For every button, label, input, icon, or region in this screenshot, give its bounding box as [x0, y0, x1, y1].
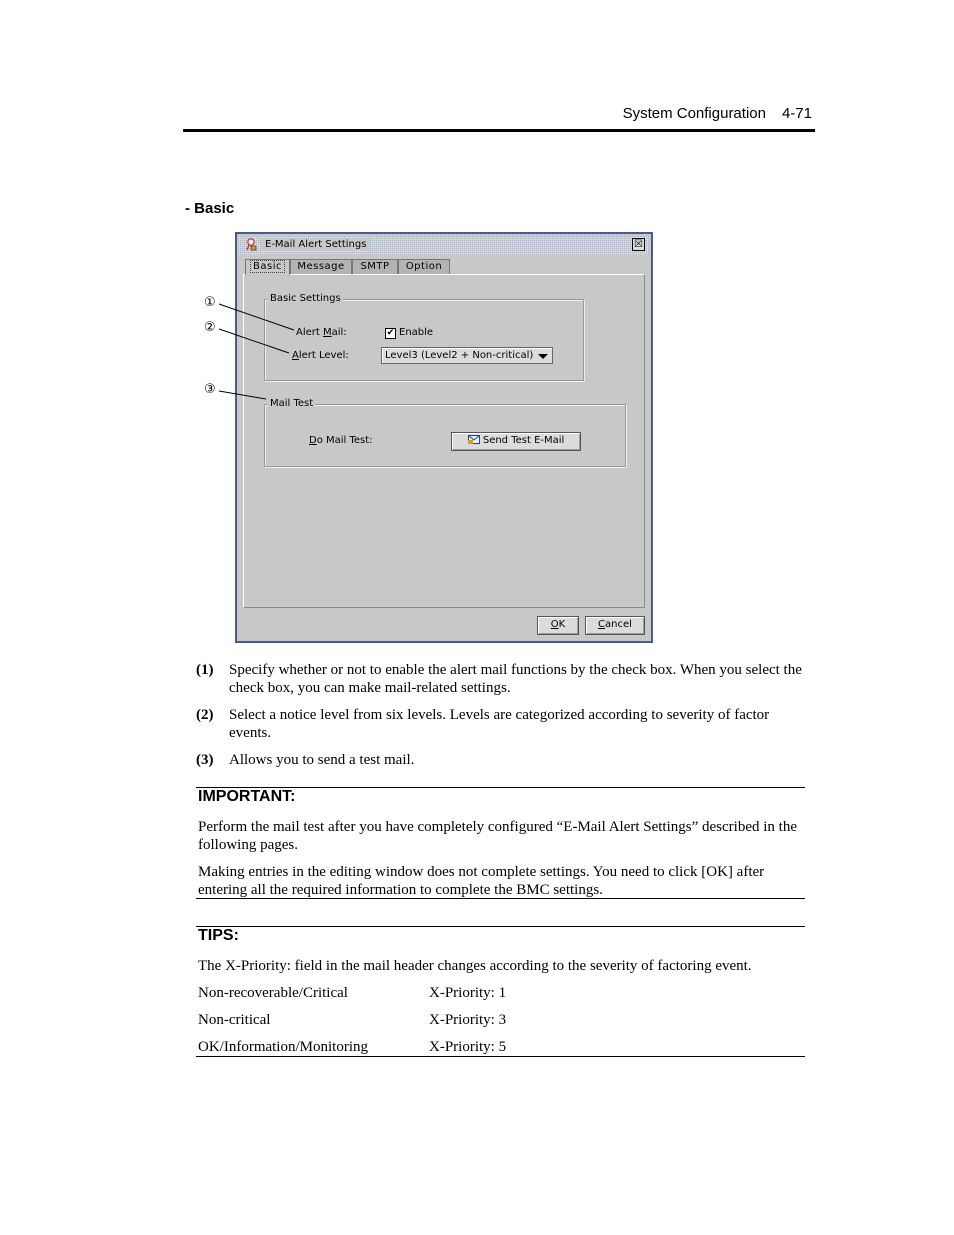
item-text: Specify whether or not to enable the alert mail functions by the check box. When you select the check box, you can make mail-related settings.	[229, 662, 802, 696]
tips-bottom-rule	[196, 1056, 805, 1057]
header-rule	[183, 129, 815, 132]
header-section: System Configuration	[622, 105, 766, 122]
dialog-title: E-Mail Alert Settings	[261, 239, 370, 251]
section-title: - Basic	[185, 200, 235, 217]
page-number: 4-71	[781, 105, 812, 122]
tab-message[interactable]: Message	[290, 259, 352, 274]
tips-row	[198, 984, 798, 1002]
alert-level-label: Alert Level:	[292, 350, 349, 361]
alert-level-value: Level3 (Level2 + Non-critical)	[385, 350, 534, 361]
alert-mail-label: Alert Mail:	[296, 327, 347, 338]
mail-test-group	[264, 398, 626, 467]
enable-label: Enable	[399, 327, 434, 338]
important-bottom-rule	[196, 898, 805, 899]
basic-settings-group	[264, 293, 584, 381]
tips-row	[198, 1011, 798, 1029]
tab-panel-basic	[243, 274, 645, 608]
close-icon[interactable]: ☒	[632, 238, 645, 251]
tips-top-rule	[196, 926, 805, 927]
description-item-3	[196, 751, 808, 769]
important-heading: IMPORTANT:	[198, 788, 296, 805]
tab-basic-label: Basic	[250, 260, 285, 273]
description-item-2	[196, 706, 808, 742]
important-paragraph-2: Making entries in the editing window does not complete settings. You need to click [OK] after entering all the required information to complete the BMC settings.	[198, 864, 765, 898]
callout-1: ①	[204, 295, 216, 310]
important-paragraph-1: Perform the mail test after you have completely configured “E-Mail Alert Settings” described in the following pages.	[198, 819, 797, 853]
priority: X-Priority: 5	[429, 1039, 507, 1055]
running-header	[623, 105, 812, 122]
envelope-icon	[468, 434, 480, 444]
severity: Non-recoverable/Critical	[198, 985, 348, 1001]
item-number: (2)	[196, 707, 214, 723]
chevron-down-icon	[538, 354, 548, 359]
severity: OK/Information/Monitoring	[198, 1039, 368, 1055]
alert-mail-checkbox[interactable]: ✔	[386, 328, 395, 338]
item-text: Select a notice level from six levels. Levels are categorized according to severity of factor events.	[229, 707, 770, 741]
ok-button[interactable]: OK	[537, 616, 579, 635]
tab-option[interactable]: Option	[398, 259, 450, 274]
priority: X-Priority: 1	[429, 985, 507, 1001]
tips-heading: TIPS:	[198, 927, 239, 944]
basic-settings-legend: Basic Settings	[270, 293, 341, 304]
app-icon	[245, 238, 257, 251]
tips-intro: The X-Priority: field in the mail header changes according to the severity of factoring event.	[198, 958, 752, 974]
cancel-button[interactable]: Cancel	[585, 616, 645, 635]
tab-smtp[interactable]: SMTP	[352, 259, 398, 274]
item-text: Allows you to send a test mail.	[229, 752, 415, 768]
description-item-1	[196, 661, 808, 697]
item-number: (1)	[196, 662, 214, 678]
callout-2: ②	[204, 320, 216, 335]
tips-row	[198, 1038, 798, 1056]
send-test-email-label: Send Test E-Mail	[482, 435, 565, 446]
email-alert-settings-dialog	[235, 232, 653, 643]
severity: Non-critical	[198, 1012, 271, 1028]
do-mail-test-label: Do Mail Test:	[309, 435, 373, 446]
tab-basic[interactable]	[245, 259, 290, 275]
alert-level-dropdown[interactable]	[381, 347, 553, 364]
priority: X-Priority: 3	[429, 1012, 507, 1028]
send-test-email-button[interactable]	[451, 432, 581, 451]
callout-3: ③	[204, 382, 216, 397]
dialog-titlebar	[239, 236, 649, 254]
mail-test-legend: Mail Test	[270, 398, 314, 409]
item-number: (3)	[196, 752, 214, 768]
